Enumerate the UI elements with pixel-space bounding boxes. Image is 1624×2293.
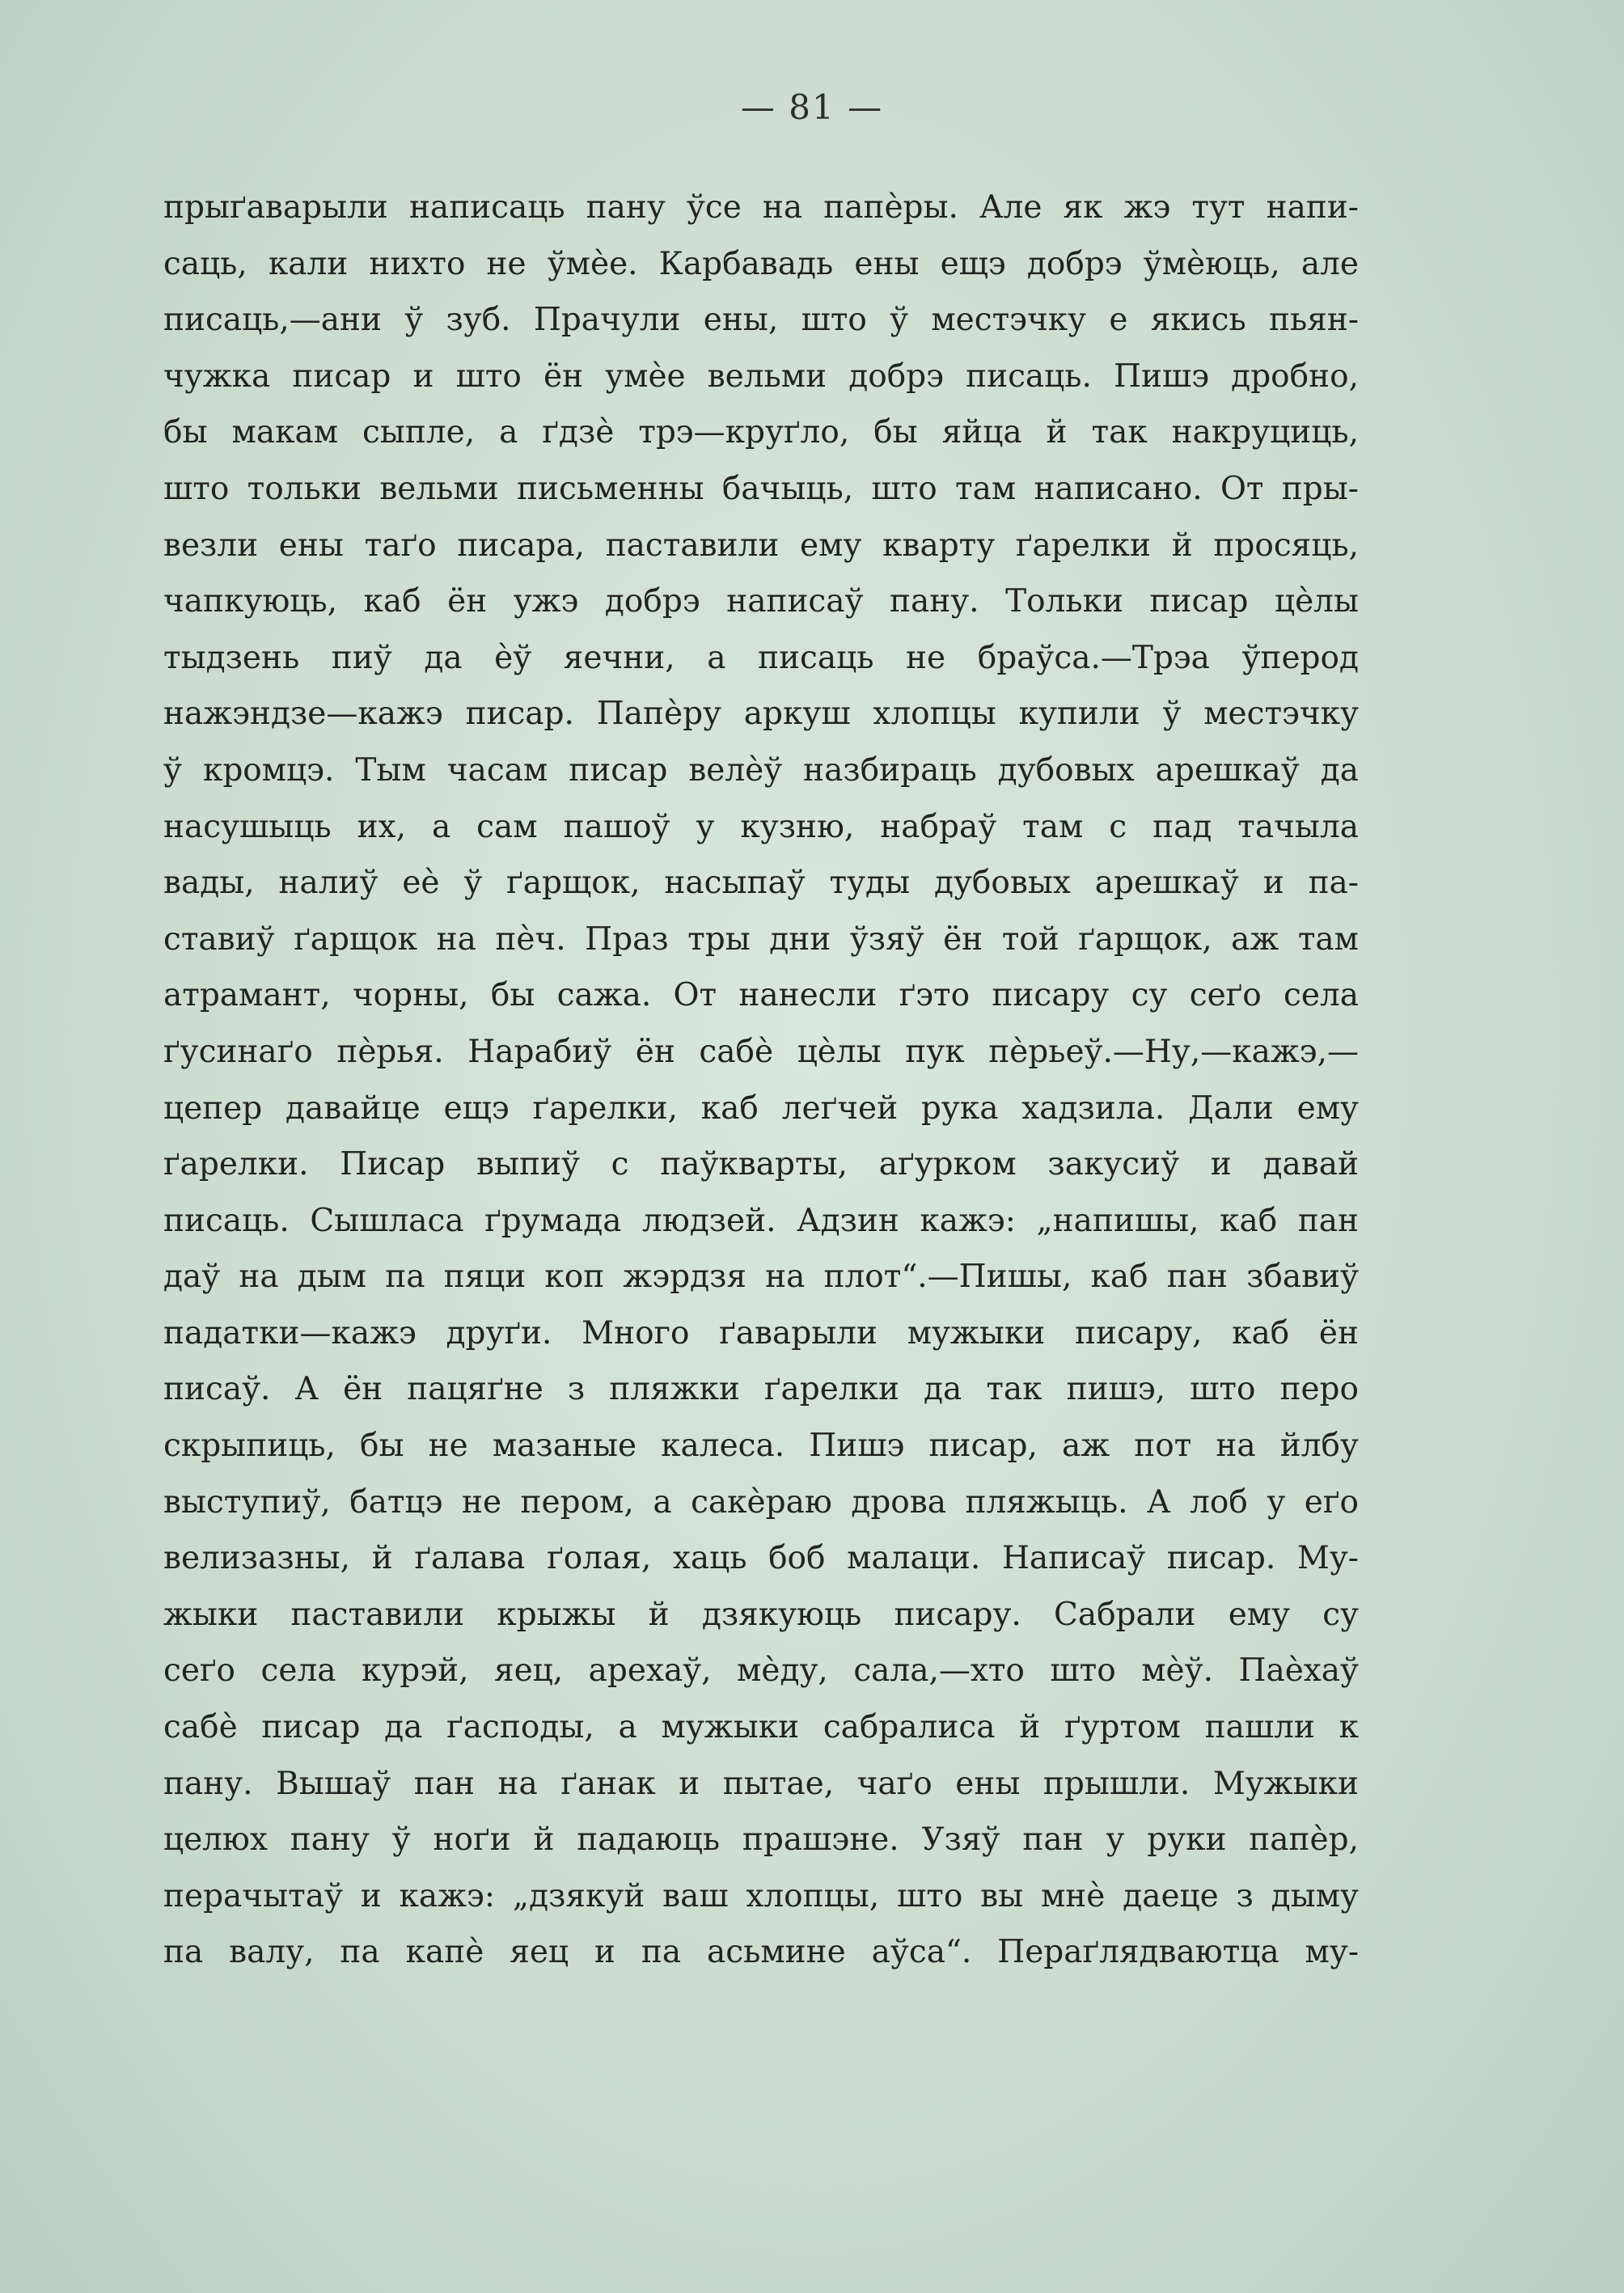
text-line: саць, кали нихто не ўмѐе. Карбавадь ены ещэ добрэ ўмѐюць, але bbox=[163, 245, 1359, 282]
text-line: чапкуюць, каб ён ужэ добрэ написаў пану. Тольки писар цѐлы bbox=[163, 583, 1359, 620]
text-line: што тольки вельми письменны бачыць, што там написано. От пры- bbox=[163, 470, 1359, 507]
text-line: скрыпиць, бы не мазаные калеса. Пишэ писар, аж пот на йлбу bbox=[163, 1428, 1359, 1465]
text-line: цепер давайце ещэ ґарелки, каб леґчей рука хадзила. Дали ему bbox=[163, 1089, 1359, 1127]
text-line: тыдзень пиў да ѐў яечни, а писаць не браўса.—Трэа ўперод bbox=[163, 639, 1359, 676]
text-line: нажэндзе—кажэ писар. Папѐру аркуш хлопцы купили ў местэчку bbox=[163, 696, 1359, 733]
text-line: падатки—кажэ друґи. Много ґаварыли мужыки писару, каб ён bbox=[163, 1314, 1359, 1352]
text-line: писаць. Сышласа ґрумада людзей. Адзин кажэ: „напишы, каб пан bbox=[163, 1202, 1359, 1239]
text-line: жыки паставили крыжы й дзякуюць писару. Сабрали ему су bbox=[163, 1596, 1359, 1633]
body-text bbox=[163, 180, 1359, 1981]
text-line: целюх пану ў ноґи й падаюць прашэне. Узяў пан у руки папѐр, bbox=[163, 1821, 1359, 1859]
text-line: атрамант, чорны, бы сажа. От нанесли ґэто писару су сеґо села bbox=[163, 977, 1359, 1014]
text-line: писаць,—ани ў зуб. Прачули ены, што ў местэчку е якись пьян- bbox=[163, 302, 1359, 339]
text-line: ґусинаґо пѐрья. Нарабиў ён сабѐ цѐлы пук пѐрьеў.—Ну,—кажэ,— bbox=[163, 1033, 1359, 1070]
text-line: выступиў, батцэ не пером, а сакѐраю дрова пляжыць. А лоб у еґо bbox=[163, 1483, 1359, 1521]
text-line: перачытаў и кажэ: „дзякуй ваш хлопцы, што вы мнѐ даеце з дыму bbox=[163, 1877, 1359, 1914]
text-line: чужка писар и што ён умѐе вельми добрэ писаць. Пишэ дробно, bbox=[163, 357, 1359, 395]
text-line: велизазны, й ґалава ґолая, хаць боб малаци. Написаў писар. Му- bbox=[163, 1540, 1359, 1577]
text-line: вады, налиў еѐ ў ґарщок, насыпаў туды дубовых арешкаў и па- bbox=[163, 865, 1359, 902]
text-line: пану. Вышаў пан на ґанак и пытае, чаґо ены прышли. Мужыки bbox=[163, 1765, 1359, 1802]
text-line: ґарелки. Писар выпиў с паўкварты, аґурком закусиў и давай bbox=[163, 1146, 1359, 1183]
text-line: па валу, па капѐ яец и па асьмине аўса“. Пераґлядваютца му- bbox=[163, 1934, 1359, 1971]
text-line: сабѐ писар да ґасподы, а мужыки сабралиса й ґуртом пашли к bbox=[163, 1709, 1359, 1746]
text-line: везли ены таґо писара, паставили ему кварту ґарелки й просяць, bbox=[163, 527, 1359, 564]
text-line: писаў. А ён пацяґне з пляжки ґарелки да так пишэ, што перо bbox=[163, 1371, 1359, 1408]
text-line: прыґаварыли написаць пану ўсе на папѐры. Але як жэ тут напи- bbox=[163, 189, 1359, 226]
text-line: бы макам сыпле, а ґдзѐ трэ—круґло, бы яйца й так накруциць, bbox=[163, 414, 1359, 451]
text-line: сеґо села курэй, яец, арехаў, мѐду, сала,—хто што мѐў. Паѐхаў bbox=[163, 1652, 1359, 1690]
text-line: ў кромцэ. Тым часам писар велѐў назбираць дубовых арешкаў да bbox=[163, 751, 1359, 789]
page-number: — 81 — bbox=[740, 87, 884, 127]
text-line: насушыць их, а сам пашоў у кузню, набраў там с пад тачыла bbox=[163, 808, 1359, 845]
text-line: ставиў ґарщок на пѐч. Праз тры дни ўзяў ён той ґарщок, аж там bbox=[163, 920, 1359, 958]
text-line: даў на дым па пяци коп жэрдзя на плот“.—Пишы, каб пан збавиў bbox=[163, 1259, 1359, 1296]
